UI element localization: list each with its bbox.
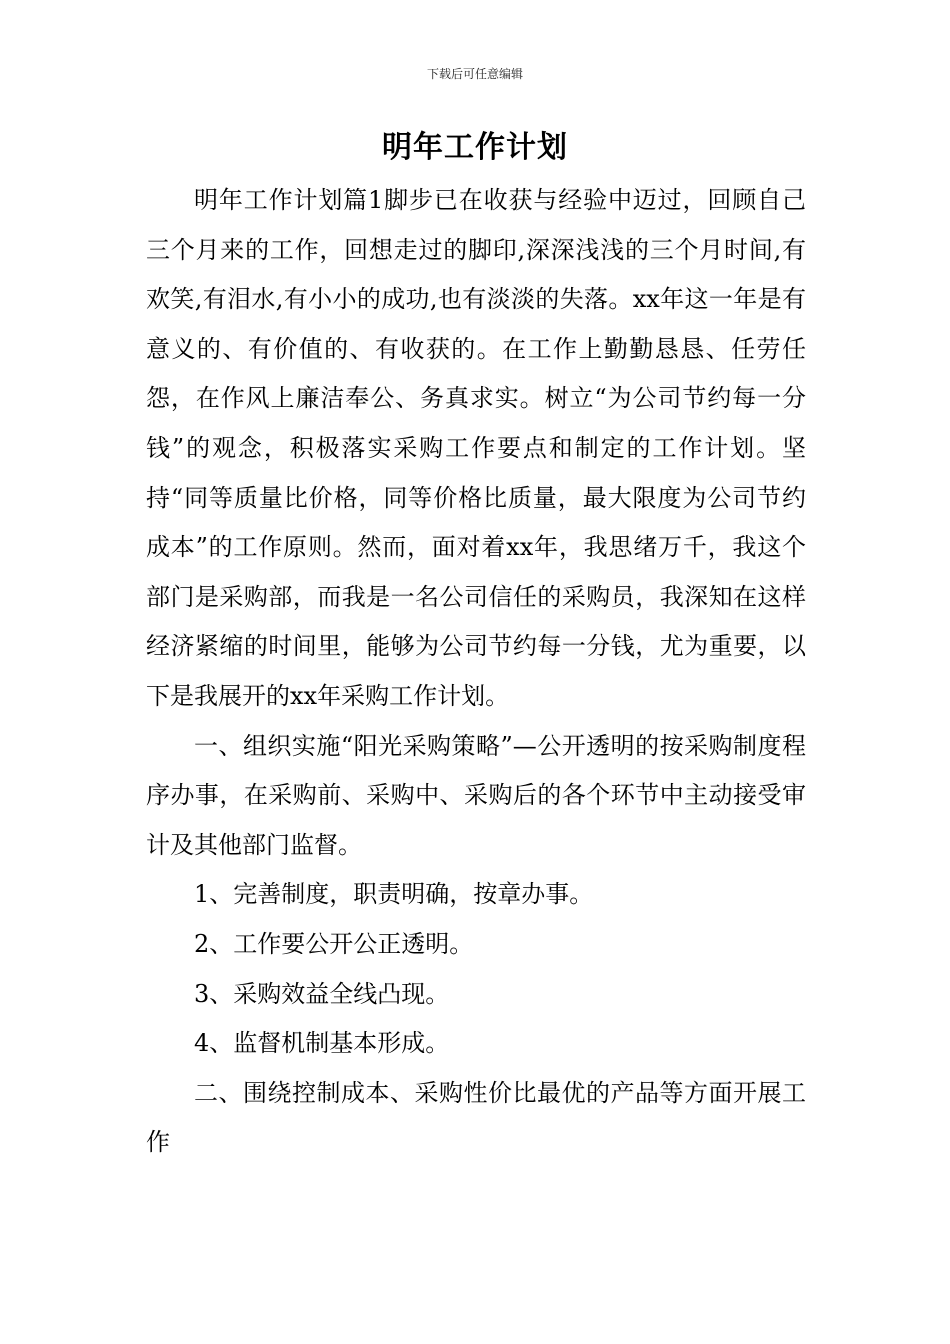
list-item-4: 4、监督机制基本形成。 <box>194 1029 450 1058</box>
document-title: 明年工作计划 <box>382 130 568 165</box>
paragraph-section-one: 一、组织实施“阳光采购策略”—公开透明的按采购制度程序办事，在采购前、采购中、采购后的各个环节中主动接受审计及其他部门监督。 <box>146 731 806 859</box>
document-body <box>146 176 806 1168</box>
paragraph-intro: 明年工作计划篇1脚步已在收获与经验中迈过，回顾自己三个月来的工作，回想走过的脚印,深深浅浅的三个月时间,有欢笑,有泪水,有小小的成功,也有淡淡的失落。xx年这一年是有意义的、有价值的、有收获的。在工作上勤勤恳恳、任劳任怨，在作风上廉洁奉公、务真求实。树立“为公司节约每一分钱”的观念，积极落实采购工作要点和制定的工作计划。坚持“同等质量比价格，同等价格比质量，最大限度为公司节约成本”的工作原则。然而，面对着xx年，我思绪万千，我这个部门是采购部，而我是一名公司信任的采购员，我深知在这样经济紧缩的时间里，能够为公司节约每一分钱，尤为重要，以下是我展开的xx年采购工作计划。 <box>146 186 806 710</box>
header-note: 下载后可任意编辑 <box>426 67 523 81</box>
paragraph-section-two: 二、围绕控制成本、采购性价比最优的产品等方面开展工作 <box>146 1078 806 1157</box>
list-item-1: 1、完善制度，职责明确，按章办事。 <box>194 880 594 909</box>
list-item-2: 2、工作要公开公正透明。 <box>194 929 474 958</box>
list-item-3: 3、采购效益全线凸现。 <box>194 979 450 1008</box>
